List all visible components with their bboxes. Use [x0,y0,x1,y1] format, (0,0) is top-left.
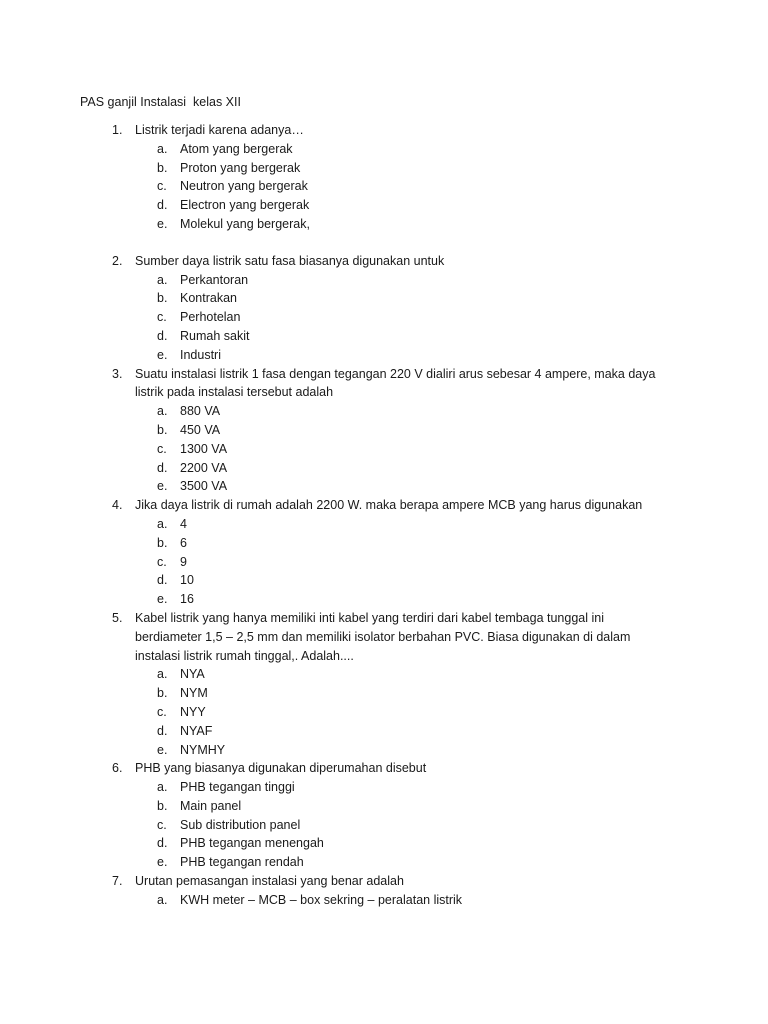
option-text: Perhotelan [180,310,241,325]
option-letter: a. [157,272,168,287]
option-text: Molekul yang bergerak, [180,216,310,231]
option-letter: a. [157,404,168,419]
option-letter: b. [157,422,168,437]
option-item [0,891,768,910]
option-letter: e. [157,216,168,231]
option-item [0,590,768,609]
option-letter: d. [157,573,168,588]
question-text: Listrik terjadi karena adanya… [135,123,304,137]
option-text: NYAF [180,723,213,738]
option-letter: d. [157,460,168,475]
option-list [0,515,768,609]
option-list [0,140,768,234]
option-item [0,421,768,440]
option-list [0,891,768,910]
option-item [0,196,768,215]
question-text: Sumber daya listrik satu fasa biasanya digunakan untuk [135,253,445,268]
blank-line [0,234,768,252]
question-text: Jika daya listrik di rumah adalah 2200 W. maka berapa ampere MCB yang harus digunakan [135,498,643,513]
option-item [0,722,768,741]
option-text: PHB tegangan tinggi [180,780,295,795]
question-number: 1. [112,123,123,137]
option-text: Neutron yang bergerak [180,179,308,194]
option-letter: d. [157,328,168,343]
option-item [0,289,768,308]
option-item [0,553,768,572]
option-letter: a. [157,667,168,682]
option-text: Industri [180,347,221,362]
question-4 [0,496,768,609]
option-letter: a. [157,780,168,795]
question-list [0,121,768,910]
option-text: 1300 VA [180,441,228,456]
question-number: 7. [112,874,123,889]
option-item [0,834,768,853]
option-item [0,440,768,459]
option-letter: b. [157,686,168,701]
option-item [0,140,768,159]
option-letter: c. [157,441,167,456]
option-text: Electron yang bergerak [180,198,310,213]
option-letter: d. [157,198,168,213]
option-text: 880 VA [180,404,221,419]
option-text: 4 [180,516,187,531]
option-item [0,684,768,703]
option-letter: b. [157,798,168,813]
option-item [0,159,768,178]
option-item [0,177,768,196]
option-letter: b. [157,535,168,550]
option-letter: a. [157,516,168,531]
option-text: 9 [180,554,187,569]
option-letter: e. [157,742,168,757]
option-letter: e. [157,479,168,494]
option-letter: c. [157,554,167,569]
question-2 [0,252,768,365]
question-3 [0,365,768,497]
option-item [0,778,768,797]
option-item [0,308,768,327]
question-5 [0,609,768,759]
option-item [0,327,768,346]
option-item [0,477,768,496]
option-list [0,665,768,759]
question-6 [0,759,768,872]
option-item [0,816,768,835]
option-text: Atom yang bergerak [180,141,293,156]
option-text: 3500 VA [180,479,228,494]
option-item [0,459,768,478]
option-letter: a. [157,892,168,907]
option-item [0,797,768,816]
option-item [0,271,768,290]
option-text: Sub distribution panel [180,817,301,832]
question-number: 2. [112,253,123,268]
option-text: NYM [180,686,208,701]
question-text: Kabel listrik yang hanya memiliki inti kabel yang terdiri dari kabel tembaga tunggal ini berdiameter 1,5 – 2,5 mm dan memiliki isolator berbahan PVC. Biasa digunakan di dalam instalasi listrik rumah tinggal,. Adalah.... [135,610,631,663]
question-number: 3. [112,366,123,381]
option-letter: c. [157,817,167,832]
option-item [0,853,768,872]
document-title: PAS ganjil Instalasi kelas XII [80,95,241,109]
option-letter: b. [157,291,168,306]
option-text: Perkantoran [180,272,249,287]
option-letter: e. [157,347,168,362]
question-number: 5. [112,610,123,625]
option-text: 2200 VA [180,460,228,475]
option-letter: e. [157,592,168,607]
option-text: 450 VA [180,422,221,437]
question-1 [0,121,768,252]
option-item [0,402,768,421]
question-number: 6. [112,761,123,776]
option-letter: e. [157,855,168,870]
option-text: Proton yang bergerak [180,160,301,175]
option-item [0,534,768,553]
option-text: 6 [180,535,187,550]
option-text: Kontrakan [180,291,237,306]
option-item [0,571,768,590]
option-text: KWH meter – MCB – box sekring – peralatan listrik [180,892,463,907]
option-text: PHB tegangan rendah [180,855,304,870]
option-text: NYA [180,667,205,682]
option-item [0,703,768,722]
option-letter: d. [157,836,168,851]
option-text: NYY [180,704,206,719]
question-text: Urutan pemasangan instalasi yang benar adalah [135,874,404,889]
option-text: Rumah sakit [180,328,250,343]
question-7 [0,872,768,910]
question-number: 4. [112,498,123,513]
option-item [0,515,768,534]
option-item [0,741,768,760]
option-item [0,665,768,684]
option-letter: c. [157,179,167,194]
option-text: PHB tegangan menengah [180,836,324,851]
option-item [0,215,768,234]
option-list [0,271,768,365]
option-letter: c. [157,704,167,719]
option-text: 10 [180,573,194,588]
option-list [0,402,768,496]
option-text: Main panel [180,798,242,813]
option-letter: a. [157,141,168,156]
option-letter: b. [157,160,168,175]
question-text: Suatu instalasi listrik 1 fasa dengan tegangan 220 V dialiri arus sebesar 4 ampere, maka daya listrik pada instalasi tersebut adalah [135,366,656,400]
option-letter: c. [157,310,167,325]
option-text: 16 [180,592,194,607]
option-text: NYMHY [180,742,226,757]
option-letter: d. [157,723,168,738]
option-list [0,778,768,872]
option-item [0,346,768,365]
question-text: PHB yang biasanya digunakan diperumahan disebut [135,761,427,776]
